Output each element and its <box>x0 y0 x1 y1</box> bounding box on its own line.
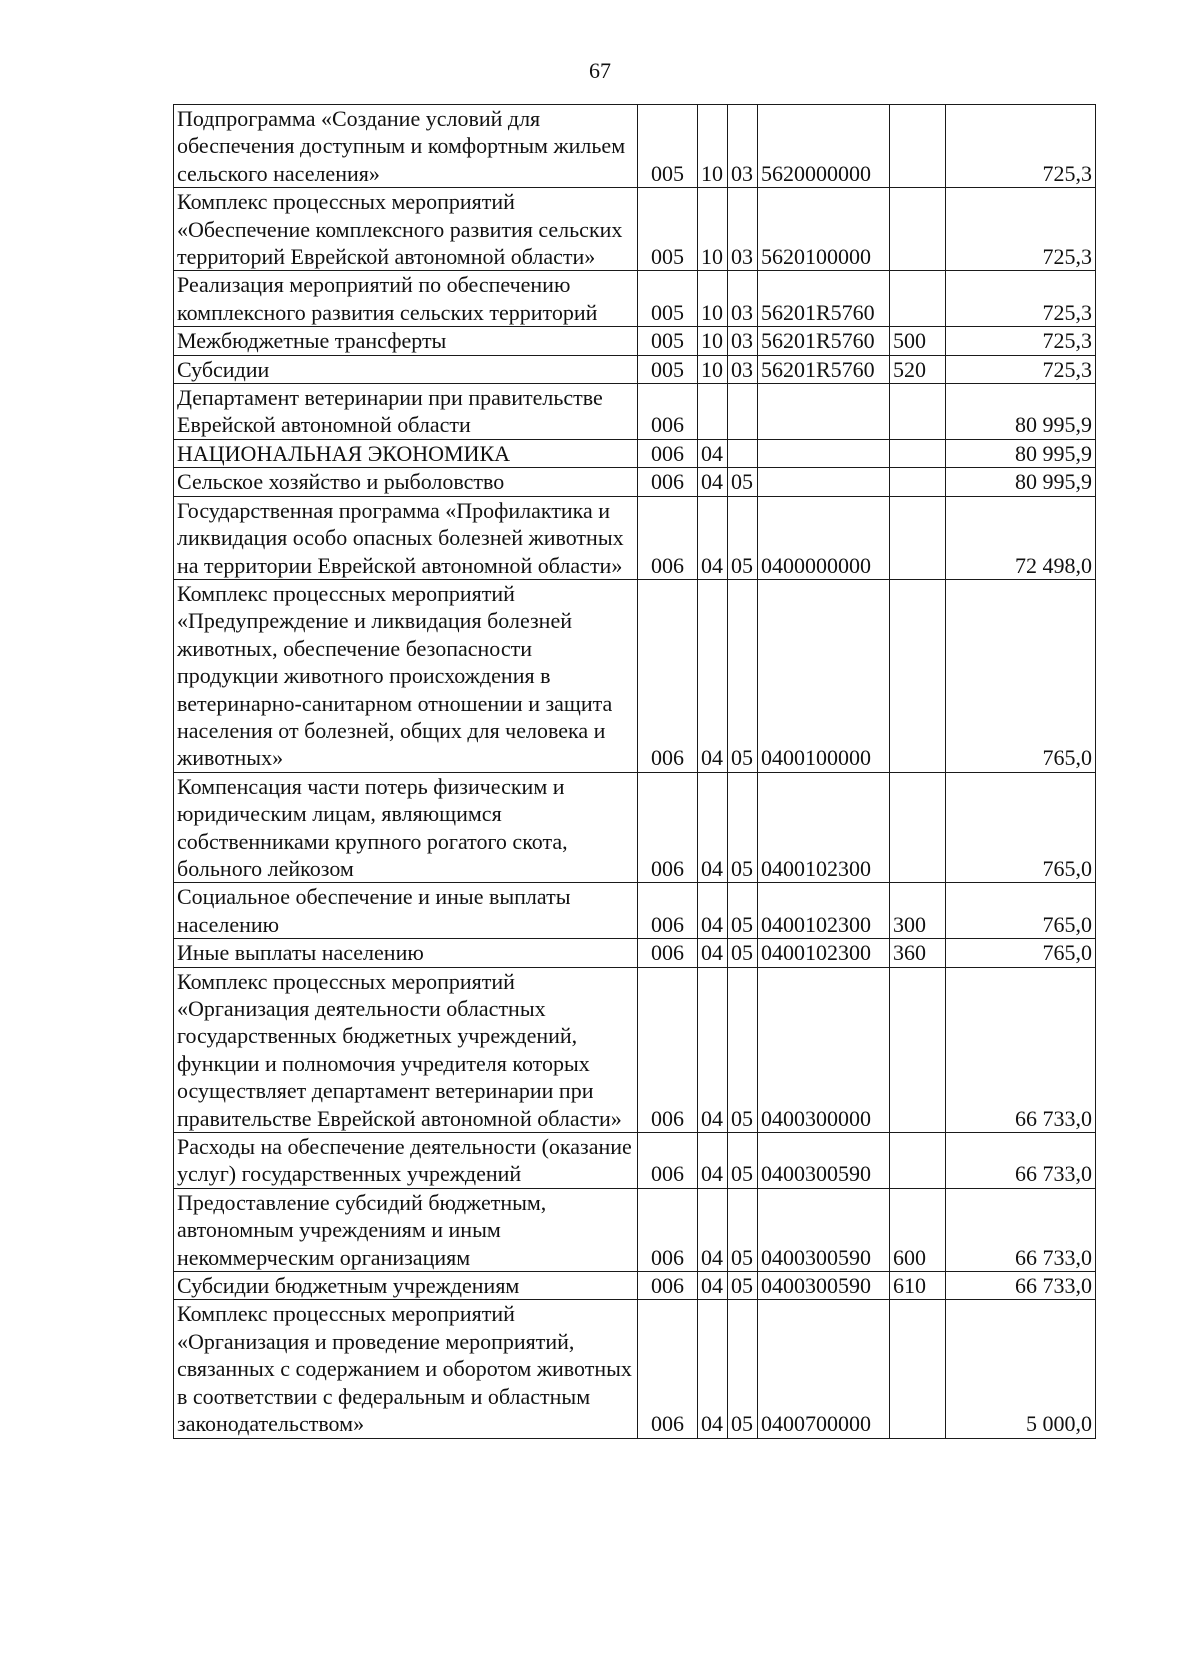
amount-cell: 80 995,9 <box>946 468 1096 496</box>
item-name-cell: Субсидии <box>174 355 638 383</box>
table-row <box>174 883 1096 939</box>
section-code-cell <box>698 384 728 440</box>
item-name-cell: Компенсация части потерь физическим и юридическим лицам, являющимся собственниками крупного рогатого скота, больного лейкозом <box>174 772 638 883</box>
item-name-cell: Комплекс процессных мероприятий «Организация и проведение мероприятий, связанных с содержанием и оборотом животных в соответствии с федеральным и областным законодательством» <box>174 1300 638 1438</box>
item-name-cell: Иные выплаты населению <box>174 939 638 967</box>
table-row <box>174 1188 1096 1271</box>
table-row <box>174 967 1096 1132</box>
amount-cell: 66 733,0 <box>946 1188 1096 1271</box>
section-code-cell: 04 <box>698 939 728 967</box>
expense-type-code-cell <box>890 439 946 467</box>
amount-cell: 72 498,0 <box>946 496 1096 579</box>
item-name-cell: Государственная программа «Профилактика и ликвидация особо опасных болезней животных на территории Еврейской автономной области» <box>174 496 638 579</box>
subsection-code-cell: 05 <box>728 1133 758 1189</box>
table-row <box>174 496 1096 579</box>
item-name-cell: Межбюджетные трансферты <box>174 327 638 355</box>
subsection-code-cell: 03 <box>728 327 758 355</box>
expense-type-code-cell <box>890 579 946 772</box>
department-code-cell: 006 <box>638 439 698 467</box>
subsection-code-cell: 05 <box>728 1188 758 1271</box>
target-article-code-cell: 0400700000 <box>758 1300 890 1438</box>
section-code-cell: 04 <box>698 1133 728 1189</box>
table-row <box>174 1272 1096 1300</box>
expense-type-code-cell <box>890 468 946 496</box>
department-code-cell: 006 <box>638 468 698 496</box>
subsection-code-cell: 05 <box>728 967 758 1132</box>
department-code-cell: 005 <box>638 271 698 327</box>
amount-cell: 80 995,9 <box>946 439 1096 467</box>
target-article-code-cell: 56201R5760 <box>758 327 890 355</box>
amount-cell: 765,0 <box>946 772 1096 883</box>
section-code-cell: 10 <box>698 105 728 188</box>
subsection-code-cell: 05 <box>728 468 758 496</box>
section-code-cell: 10 <box>698 327 728 355</box>
target-article-code-cell: 0400300590 <box>758 1188 890 1271</box>
amount-cell: 66 733,0 <box>946 967 1096 1132</box>
amount-cell: 725,3 <box>946 188 1096 271</box>
expense-type-code-cell <box>890 384 946 440</box>
item-name-cell: Субсидии бюджетным учреждениям <box>174 1272 638 1300</box>
target-article-code-cell: 56201R5760 <box>758 355 890 383</box>
department-code-cell: 005 <box>638 355 698 383</box>
department-code-cell: 006 <box>638 967 698 1132</box>
expense-type-code-cell: 520 <box>890 355 946 383</box>
target-article-code-cell: 5620100000 <box>758 188 890 271</box>
section-code-cell: 10 <box>698 271 728 327</box>
subsection-code-cell: 05 <box>728 496 758 579</box>
target-article-code-cell: 0400102300 <box>758 772 890 883</box>
table-row <box>174 384 1096 440</box>
page-number: 67 <box>589 58 611 83</box>
table-row <box>174 327 1096 355</box>
amount-cell: 765,0 <box>946 579 1096 772</box>
subsection-code-cell: 05 <box>728 579 758 772</box>
item-name-cell: Комплекс процессных мероприятий «Организация деятельности областных государственных бюджетных учреждений, функции и полномочия учредителя которых осуществляет департамент ветеринарии при правительстве Еврейской автономной области» <box>174 967 638 1132</box>
expense-type-code-cell: 360 <box>890 939 946 967</box>
section-code-cell: 04 <box>698 883 728 939</box>
subsection-code-cell: 05 <box>728 772 758 883</box>
item-name-cell: Социальное обеспечение и иные выплаты населению <box>174 883 638 939</box>
expense-type-code-cell <box>890 967 946 1132</box>
amount-cell: 5 000,0 <box>946 1300 1096 1438</box>
expense-type-code-cell <box>890 188 946 271</box>
expense-type-code-cell <box>890 772 946 883</box>
target-article-code-cell: 0400300590 <box>758 1133 890 1189</box>
item-name-cell: Сельское хозяйство и рыболовство <box>174 468 638 496</box>
expense-type-code-cell <box>890 105 946 188</box>
expense-type-code-cell <box>890 1300 946 1438</box>
table-row <box>174 188 1096 271</box>
department-code-cell: 006 <box>638 384 698 440</box>
table-row <box>174 939 1096 967</box>
target-article-code-cell: 5620000000 <box>758 105 890 188</box>
item-name-cell: Департамент ветеринарии при правительстве Еврейской автономной области <box>174 384 638 440</box>
table-row <box>174 1300 1096 1438</box>
subsection-code-cell: 03 <box>728 355 758 383</box>
department-code-cell: 006 <box>638 579 698 772</box>
table-row <box>174 355 1096 383</box>
item-name-cell: Реализация мероприятий по обеспечению комплексного развития сельских территорий <box>174 271 638 327</box>
amount-cell: 66 733,0 <box>946 1272 1096 1300</box>
department-code-cell: 006 <box>638 1188 698 1271</box>
subsection-code-cell: 05 <box>728 1272 758 1300</box>
section-code-cell: 04 <box>698 1188 728 1271</box>
table-row <box>174 772 1096 883</box>
department-code-cell: 006 <box>638 496 698 579</box>
expense-type-code-cell: 600 <box>890 1188 946 1271</box>
item-name-cell: Подпрограмма «Создание условий для обеспечения доступным и комфортным жильем сельского населения» <box>174 105 638 188</box>
target-article-code-cell: 0400102300 <box>758 883 890 939</box>
amount-cell: 725,3 <box>946 355 1096 383</box>
department-code-cell: 005 <box>638 188 698 271</box>
department-code-cell: 006 <box>638 939 698 967</box>
table-row <box>174 468 1096 496</box>
item-name-cell: Предоставление субсидий бюджетным, автономным учреждениям и иным некоммерческим организациям <box>174 1188 638 1271</box>
table-row <box>174 439 1096 467</box>
expense-type-code-cell: 610 <box>890 1272 946 1300</box>
target-article-code-cell: 0400300590 <box>758 1272 890 1300</box>
table-row <box>174 105 1096 188</box>
department-code-cell: 005 <box>638 327 698 355</box>
department-code-cell: 006 <box>638 1133 698 1189</box>
section-code-cell: 10 <box>698 188 728 271</box>
expense-type-code-cell: 500 <box>890 327 946 355</box>
section-code-cell: 10 <box>698 355 728 383</box>
target-article-code-cell <box>758 468 890 496</box>
department-code-cell: 006 <box>638 1272 698 1300</box>
department-code-cell: 006 <box>638 1300 698 1438</box>
subsection-code-cell: 05 <box>728 939 758 967</box>
amount-cell: 725,3 <box>946 105 1096 188</box>
section-code-cell: 04 <box>698 772 728 883</box>
amount-cell: 765,0 <box>946 939 1096 967</box>
table-row <box>174 1133 1096 1189</box>
amount-cell: 725,3 <box>946 271 1096 327</box>
section-code-cell: 04 <box>698 1272 728 1300</box>
expense-type-code-cell: 300 <box>890 883 946 939</box>
amount-cell: 66 733,0 <box>946 1133 1096 1189</box>
section-code-cell: 04 <box>698 439 728 467</box>
section-code-cell: 04 <box>698 1300 728 1438</box>
subsection-code-cell <box>728 384 758 440</box>
expense-type-code-cell <box>890 496 946 579</box>
amount-cell: 765,0 <box>946 883 1096 939</box>
section-code-cell: 04 <box>698 496 728 579</box>
item-name-cell: НАЦИОНАЛЬНАЯ ЭКОНОМИКА <box>174 439 638 467</box>
subsection-code-cell <box>728 439 758 467</box>
table-row <box>174 271 1096 327</box>
section-code-cell: 04 <box>698 967 728 1132</box>
subsection-code-cell: 03 <box>728 271 758 327</box>
target-article-code-cell: 0400102300 <box>758 939 890 967</box>
target-article-code-cell: 0400300000 <box>758 967 890 1132</box>
amount-cell: 80 995,9 <box>946 384 1096 440</box>
expense-type-code-cell <box>890 1133 946 1189</box>
target-article-code-cell <box>758 384 890 440</box>
department-code-cell: 005 <box>638 105 698 188</box>
table-row <box>174 579 1096 772</box>
budget-table <box>173 104 1096 1439</box>
target-article-code-cell: 56201R5760 <box>758 271 890 327</box>
subsection-code-cell: 03 <box>728 188 758 271</box>
item-name-cell: Комплекс процессных мероприятий «Предупреждение и ликвидация болезней животных, обеспечение безопасности продукции животного происхождения в ветеринарно-санитарном отношении и защита населения от болезней, общих для человека и животных» <box>174 579 638 772</box>
section-code-cell: 04 <box>698 579 728 772</box>
item-name-cell: Комплекс процессных мероприятий «Обеспечение комплексного развития сельских территорий Еврейской автономной области» <box>174 188 638 271</box>
subsection-code-cell: 05 <box>728 1300 758 1438</box>
target-article-code-cell <box>758 439 890 467</box>
budget-table-body <box>174 105 1096 1439</box>
amount-cell: 725,3 <box>946 327 1096 355</box>
department-code-cell: 006 <box>638 883 698 939</box>
section-code-cell: 04 <box>698 468 728 496</box>
target-article-code-cell: 0400000000 <box>758 496 890 579</box>
item-name-cell: Расходы на обеспечение деятельности (оказание услуг) государственных учреждений <box>174 1133 638 1189</box>
expense-type-code-cell <box>890 271 946 327</box>
department-code-cell: 006 <box>638 772 698 883</box>
subsection-code-cell: 05 <box>728 883 758 939</box>
target-article-code-cell: 0400100000 <box>758 579 890 772</box>
subsection-code-cell: 03 <box>728 105 758 188</box>
